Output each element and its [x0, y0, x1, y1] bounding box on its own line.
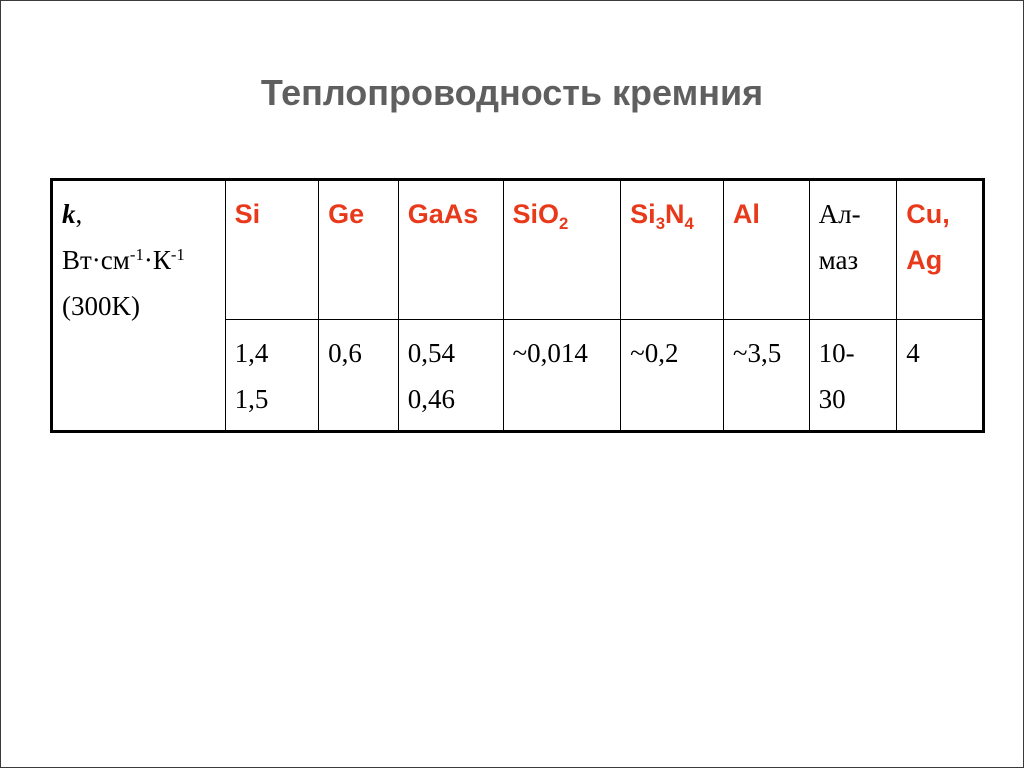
value-line: ~3,5	[732, 338, 782, 368]
value-cell-gaas	[398, 320, 503, 432]
unit-separator: ,	[75, 199, 83, 229]
value-cell-diamond	[809, 320, 897, 432]
unit-cell	[52, 180, 226, 432]
material-label: Ge	[328, 199, 365, 229]
material-header-gaas	[398, 180, 503, 320]
formula-subscript: 3	[655, 213, 665, 233]
material-header-al	[723, 180, 809, 320]
unit-line	[62, 237, 225, 283]
unit-symbol-line	[62, 191, 225, 237]
unit-part-1: Вт·см	[62, 245, 130, 275]
value-cell-sio2	[503, 320, 621, 432]
material-header-cu-ag	[897, 180, 984, 320]
value-line: 0,54	[407, 338, 455, 368]
material-header-si3n4	[621, 180, 724, 320]
value-line: ~0,2	[630, 338, 679, 368]
material-label	[512, 199, 569, 233]
unit-part-2: ·К	[143, 245, 171, 275]
value-line: 30	[818, 384, 846, 414]
material-header-ge	[319, 180, 399, 320]
unit-symbol: k	[62, 199, 76, 229]
material-label	[630, 199, 694, 233]
material-header-diamond	[809, 180, 897, 320]
value-line: 4	[906, 338, 920, 368]
unit-exponent-2: -1	[170, 244, 185, 264]
material-label-line: Ag	[906, 245, 943, 275]
formula-part: Si	[630, 199, 656, 229]
material-label: Si	[234, 199, 261, 229]
header-row	[52, 180, 984, 320]
value-line: 10-	[818, 338, 855, 368]
material-label-line: маз	[818, 245, 859, 275]
material-label: GaAs	[407, 199, 479, 229]
value-cell-si	[225, 320, 319, 432]
unit-exponent-1: -1	[129, 244, 144, 264]
material-label-line: Cu,	[906, 199, 950, 229]
formula-part: SiO	[512, 199, 560, 229]
value-cell-si3n4	[621, 320, 724, 432]
slide-title: Теплопроводность кремния	[260, 72, 764, 113]
material-header-sio2	[503, 180, 621, 320]
value-line: 1,5	[234, 384, 269, 414]
value-cell-cu-ag	[897, 320, 984, 432]
value-line: 0,6	[328, 338, 362, 368]
material-label-line: Ал-	[818, 199, 861, 229]
value-cell-al	[723, 320, 809, 432]
formula-subscript: 4	[684, 213, 694, 233]
value-line: 0,46	[407, 384, 455, 414]
formula-part: N	[665, 199, 685, 229]
formula-subscript: 2	[559, 213, 569, 233]
value-line: ~0,014	[512, 338, 588, 368]
conductivity-table	[50, 178, 985, 433]
material-label: Al	[732, 199, 760, 229]
value-line: 1,4	[234, 338, 269, 368]
value-cell-ge	[319, 320, 399, 432]
unit-temperature: (300K)	[62, 291, 140, 321]
material-header-si	[225, 180, 319, 320]
